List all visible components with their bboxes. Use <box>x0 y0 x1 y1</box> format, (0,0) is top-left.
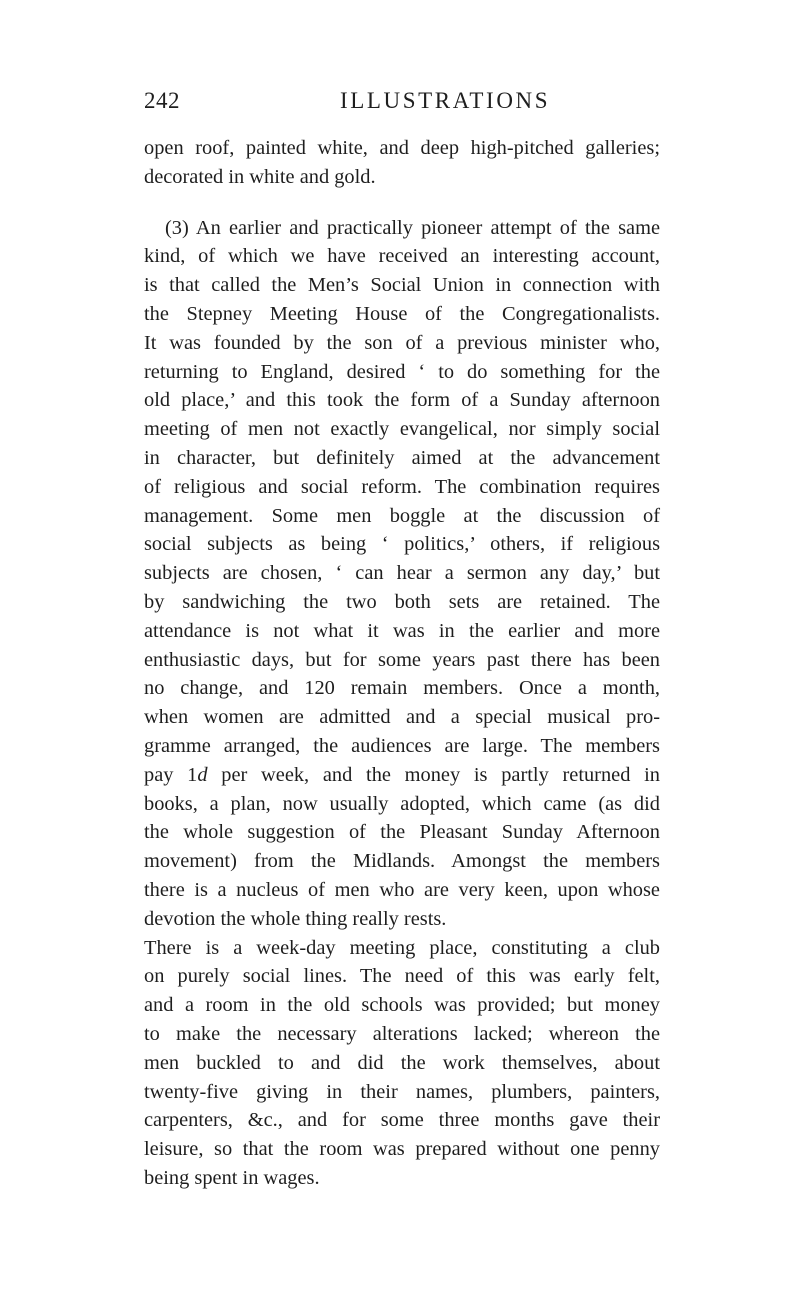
text-line: (3) An earlier and practically pioneer attempt of the same <box>165 216 660 239</box>
text-line: by sandwiching the two both sets are retained. The <box>144 590 660 613</box>
text-segment: per week, and the money is partly returned in <box>207 763 660 786</box>
text-line: carpenters, &c., and for some three months gave their <box>144 1109 660 1132</box>
page-number: 242 <box>144 88 180 113</box>
italic-penny-abbreviation: d <box>197 763 208 786</box>
text-line: It was founded by the son of a previous minister who, <box>144 331 660 354</box>
text-line: there is a nucleus of men who are very keen, upon whose <box>144 878 660 901</box>
text-line: devotion the whole thing really rests. <box>144 907 447 930</box>
paragraph <box>144 214 660 934</box>
text-line: returning to England, desired ‘ to do something for the <box>144 360 660 383</box>
text-line <box>144 761 660 790</box>
text-line: when women are admitted and a special musical pro- <box>144 706 660 729</box>
text-line: leisure, so that the room was prepared without one penny <box>144 1138 660 1161</box>
text-line: movement) from the Midlands. Amongst the members <box>144 850 660 873</box>
text-line: There is a week-day meeting place, constituting a club <box>144 936 660 959</box>
text-line: decorated in white and gold. <box>144 165 376 188</box>
text-line: men buckled to and did the work themselves, about <box>144 1051 660 1074</box>
paragraph-spacer <box>144 192 660 214</box>
text-line: of religious and social reform. The combination requires <box>144 475 660 498</box>
text-line: social subjects as being ‘ politics,’ others, if religious <box>144 533 660 556</box>
text-line: being spent in wages. <box>144 1166 320 1189</box>
text-line: in character, but definitely aimed at the advancement <box>144 446 660 469</box>
text-line: kind, of which we have received an interesting account, <box>144 245 660 268</box>
text-line: open roof, painted white, and deep high-pitched galleries; <box>144 137 660 159</box>
paragraph <box>144 934 660 1193</box>
text-line: management. Some men boggle at the discussion of <box>144 504 660 527</box>
text-line: old place,’ and this took the form of a Sunday afternoon <box>144 389 660 412</box>
text-line: is that called the Men’s Social Union in connection with <box>144 274 660 297</box>
text-segment: pay 1 <box>144 763 198 786</box>
running-head <box>144 88 660 118</box>
text-line: the whole suggestion of the Pleasant Sunday Afternoon <box>144 821 660 844</box>
body-text <box>144 134 660 1193</box>
text-line: gramme arranged, the audiences are large. The members <box>144 734 660 757</box>
text-line: attendance is not what it was in the earlier and more <box>144 619 660 642</box>
text-line: meeting of men not exactly evangelical, nor simply social <box>144 418 660 441</box>
text-line: subjects are chosen, ‘ can hear a sermon any day,’ but <box>144 562 660 585</box>
paragraph <box>144 134 660 192</box>
text-line: to make the necessary alterations lacked; whereon the <box>144 1022 660 1045</box>
text-line: books, a plan, now usually adopted, which came (as did <box>144 792 660 815</box>
text-line: enthusiastic days, but for some years past there has been <box>144 648 660 671</box>
text-line: on purely social lines. The need of this was early felt, <box>144 965 660 988</box>
text-line: no change, and 120 remain members. Once a month, <box>144 677 660 700</box>
text-line: the Stepney Meeting House of the Congregationalists. <box>144 302 660 325</box>
text-line: twenty-five giving in their names, plumbers, painters, <box>144 1080 660 1103</box>
text-line: and a room in the old schools was provided; but money <box>144 994 660 1017</box>
running-title: ILLUSTRATIONS <box>340 88 551 113</box>
